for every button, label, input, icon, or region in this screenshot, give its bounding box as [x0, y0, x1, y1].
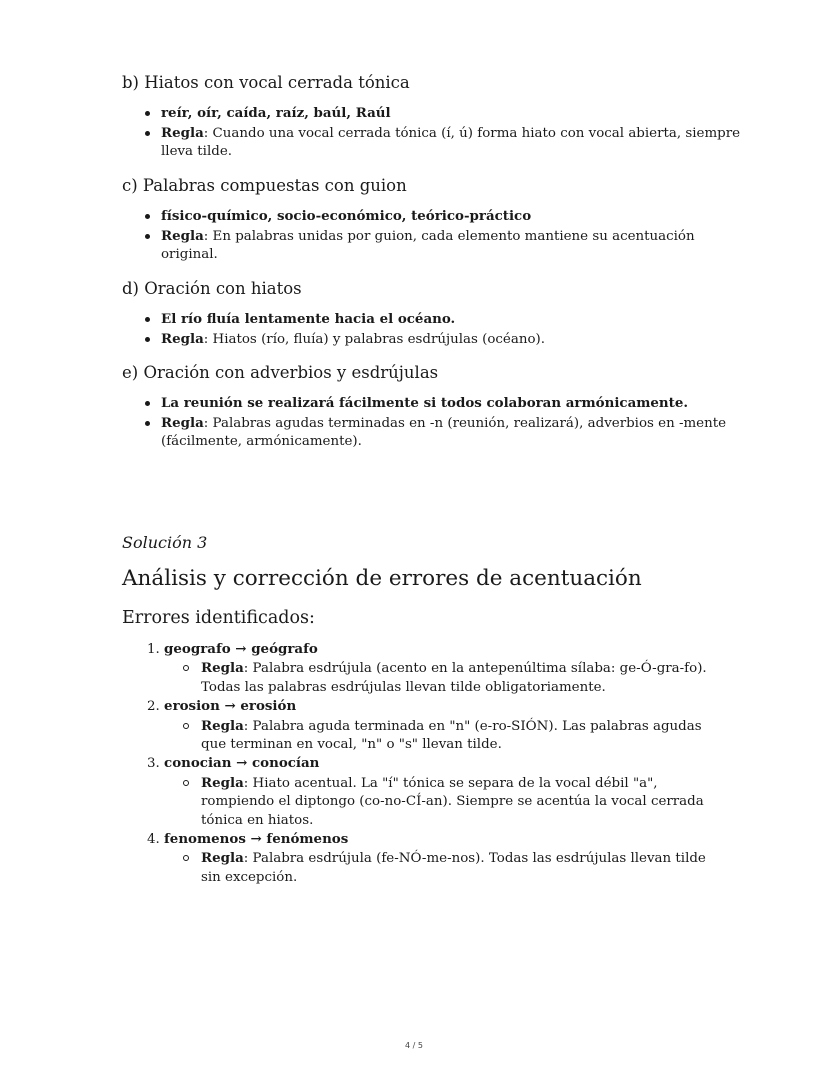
example-text: La reunión se realizará fácilmente si todos colaboran armónicamente. [161, 395, 689, 411]
list-item [201, 849, 707, 887]
rule-text: : Cuando una vocal cerrada tónica (í, ú) forma hiato con vocal abierta, siempre lleva tilde. [161, 125, 741, 160]
error-title-line [147, 697, 707, 716]
error-title: geografo → geógrafo [164, 641, 318, 657]
list-item [143, 207, 743, 227]
error-item [147, 697, 707, 754]
rule-label: Regla [201, 774, 244, 791]
errors-subtitle: Errores identificados: [122, 608, 315, 628]
error-rule-list [147, 774, 707, 830]
list-item [143, 330, 743, 350]
error-title-line [147, 754, 707, 773]
rule-text: : Palabra esdrújula (acento en la antepenúltima sílaba: ge-Ó-gra-fo). Todas las palabras esdrújulas llevan tilde obligatoriamente. [201, 661, 707, 695]
section-b-list [143, 104, 743, 162]
section-c-heading: c) Palabras compuestas con guion [122, 176, 407, 195]
error-title-line [147, 830, 707, 849]
example-text: El río fluía lentamente hacia el océano. [161, 311, 456, 327]
section-d-list [143, 310, 743, 349]
list-item [143, 310, 743, 330]
rule-label: Regla [161, 124, 204, 141]
error-item [147, 830, 707, 887]
rule-text: : Hiatos (río, fluía) y palabras esdrújulas (océano). [203, 331, 546, 347]
error-number: 4. [147, 832, 160, 848]
error-item [147, 754, 707, 830]
section-d-heading: d) Oración con hiatos [122, 279, 302, 298]
error-rule-list [147, 849, 707, 887]
rule-label: Regla [201, 850, 244, 867]
list-item [201, 717, 707, 755]
rule-text: : Palabras agudas terminadas en -n (reunión, realizará), adverbios en -mente (fácilmente, armónicamente). [161, 415, 727, 450]
rule-label: Regla [201, 660, 244, 677]
error-rule-list [147, 659, 707, 697]
list-item [143, 414, 743, 452]
list-item [201, 774, 707, 830]
error-number: 2. [147, 699, 160, 715]
error-title-line [147, 640, 707, 659]
rule-text: : Palabra esdrújula (fe-NÓ-me-nos). Todas las esdrújulas llevan tilde sin excepción. [201, 851, 706, 885]
error-rule-list [147, 717, 707, 755]
rule-label: Regla [161, 227, 204, 244]
rule-label: Regla [201, 717, 244, 734]
list-item [143, 124, 743, 162]
list-item [143, 227, 743, 265]
error-number: 1. [147, 642, 160, 657]
solution-label: Solución 3 [122, 533, 208, 552]
error-item [147, 640, 707, 697]
rule-label: Regla [161, 330, 204, 347]
error-number: 3. [147, 756, 160, 772]
example-text: físico-químico, socio-económico, teórico-práctico [161, 208, 532, 224]
page-number: 4 / 5 [405, 1041, 423, 1050]
list-item [143, 104, 743, 124]
list-item [201, 659, 707, 697]
rule-text: : En palabras unidas por guion, cada elemento mantiene su acentuación original. [161, 228, 695, 263]
solution-title: Análisis y corrección de errores de acentuación [122, 566, 642, 591]
rule-text: : Hiato acentual. La "í" tónica se separa de la vocal débil "a", rompiendo el diptongo (co-no-CÍ-an). Siempre se acentúa la vocal cerrada tónica en hiatos. [201, 775, 704, 828]
errors-list [147, 640, 707, 887]
rule-text: : Palabra aguda terminada en "n" (e-ro-SIÓN). Las palabras agudas que terminan en vocal, "n" o "s" llevan tilde. [201, 718, 702, 753]
section-e-list [143, 394, 743, 452]
error-title: conocian → conocían [164, 755, 320, 772]
section-c-list [143, 207, 743, 265]
list-item [143, 394, 743, 414]
rule-label: Regla [161, 414, 204, 431]
error-title: erosion → erosión [164, 698, 297, 715]
error-title: fenomenos → fenómenos [164, 831, 349, 848]
example-text: reír, oír, caída, raíz, baúl, Raúl [161, 105, 391, 121]
section-e-heading: e) Oración con adverbios y esdrújulas [122, 363, 439, 382]
section-b-heading: b) Hiatos con vocal cerrada tónica [122, 73, 410, 92]
